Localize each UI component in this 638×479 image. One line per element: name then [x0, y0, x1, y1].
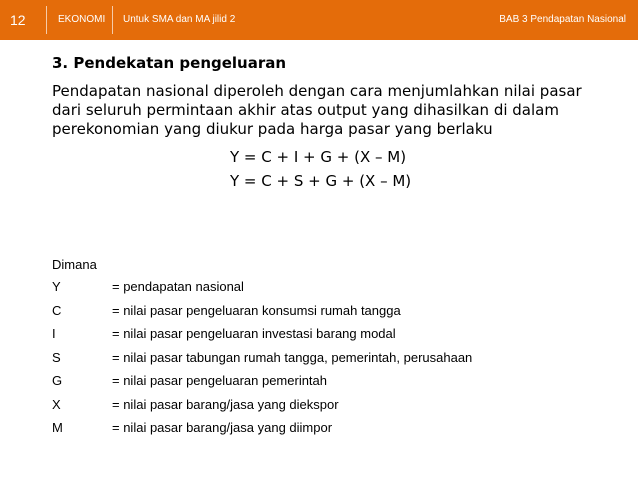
header-divider [46, 6, 47, 34]
definition-symbol: Y [52, 279, 61, 294]
section-label: EKONOMI [58, 14, 106, 25]
equation: Y = C + I + G + (X – M) [230, 148, 407, 166]
equation: Y = C + S + G + (X – M) [230, 172, 412, 190]
definition-symbol: I [52, 326, 56, 341]
page-number: 12 [10, 12, 26, 28]
definition-description: = pendapatan nasional [112, 279, 244, 294]
equation-block [52, 147, 612, 191]
section-heading: 3. Pendekatan pengeluaran [52, 54, 287, 72]
definition-row [52, 372, 572, 396]
definition-description: = nilai pasar barang/jasa yang diekspor [112, 396, 339, 412]
definition-row [52, 419, 572, 443]
definition-row [52, 325, 572, 349]
definition-description: = nilai pasar tabungan rumah tangga, pemerintah, perusahaan [112, 349, 473, 365]
main-content [52, 52, 612, 195]
book-title: Untuk SMA dan MA jilid 2 [123, 14, 236, 25]
chapter-title: BAB 3 Pendapatan Nasional [499, 14, 626, 25]
header-bar [0, 0, 638, 40]
definition-description: = nilai pasar pengeluaran pemerintah [112, 373, 328, 388]
definition-description: = nilai pasar pengeluaran konsumsi rumah tangga [112, 302, 401, 318]
definition-symbol: G [52, 373, 63, 388]
body-paragraph: Pendapatan nasional diperoleh dengan cara menjumlahkan nilai pasar dari seluruh permintaan akhir atas output yang dihasilkan di dalam perekonomian yang diukur pada harga pasar yang berlaku [52, 82, 582, 138]
definition-row [52, 278, 572, 302]
definition-description: = nilai pasar barang/jasa yang diimpor [112, 420, 333, 435]
definition-symbol: M [52, 420, 63, 435]
definitions-list [52, 256, 572, 443]
definition-row [52, 396, 572, 420]
definition-row [52, 349, 572, 373]
definition-row [52, 302, 572, 326]
header-divider [112, 6, 113, 34]
definition-symbol: S [52, 349, 61, 365]
definitions-label: Dimana [52, 257, 97, 272]
definition-symbol: C [52, 302, 62, 318]
definition-description: = nilai pasar pengeluaran investasi barang modal [112, 326, 396, 341]
definition-symbol: X [52, 396, 61, 412]
